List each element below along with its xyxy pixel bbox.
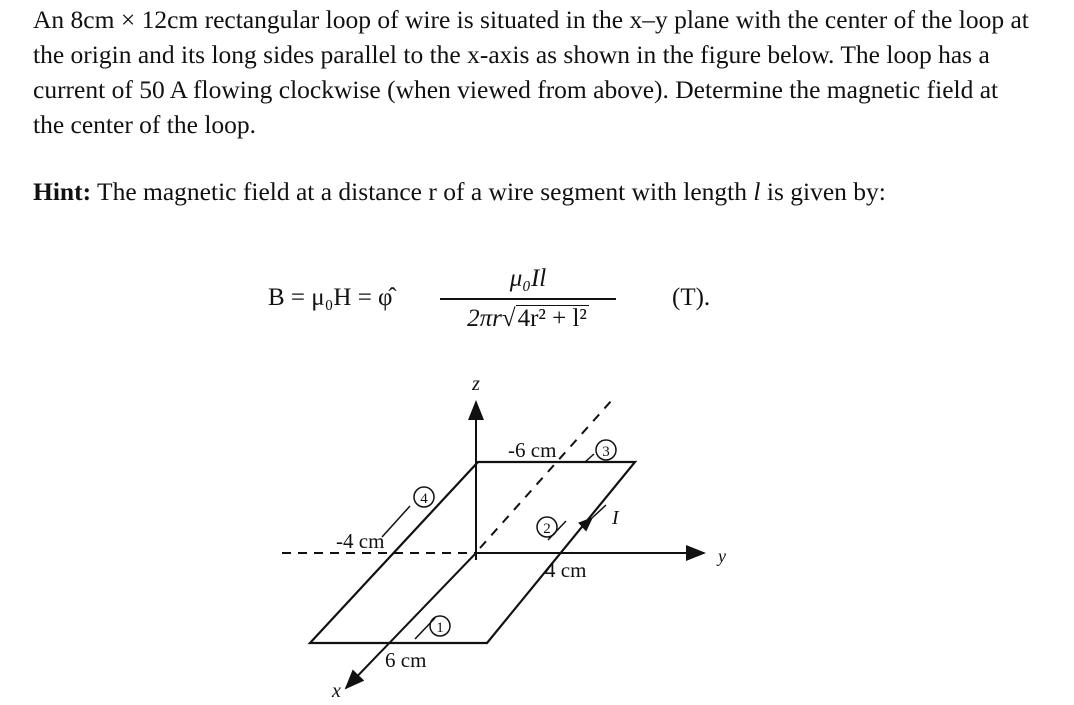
hint-text-before: The magnetic field at a distance r of a wire segment with length — [91, 177, 754, 206]
hint-label: Hint: — [33, 177, 92, 206]
equation-unit: (T). — [672, 284, 711, 311]
denominator-prefix: 2πr — [467, 304, 502, 332]
equation-numerator: μ₀Il — [509, 265, 547, 292]
segment-2-marker — [537, 517, 557, 537]
segment-3-number: 3 — [602, 444, 610, 460]
segment-1-marker — [430, 616, 450, 636]
segment-4-number: 4 — [420, 491, 428, 507]
equation-lhs: B = μ₀H = φ̂ — [268, 284, 393, 311]
segment-1-number: 1 — [436, 620, 444, 636]
hint-variable: l — [753, 177, 761, 206]
current-label: I — [612, 507, 619, 529]
magnetic-field-equation — [0, 262, 1074, 342]
problem-text: An 8cm × 12cm rectangular loop of wire is situated in the x–y plane with the center of the loop at the origin and its long sides parallel to the x-axis as shown in the figure below. The loop has a current of 50 A flowing clockwise (when viewed from above). Determine the magnetic field at the center of the loop. — [33, 5, 1029, 139]
fraction-bar — [440, 298, 616, 300]
segment-2-number: 2 — [543, 521, 551, 537]
segment-4-marker — [414, 487, 434, 507]
equation-fraction — [440, 262, 616, 338]
equation-denominator: 2πr√4r² + l² — [467, 304, 587, 332]
denominator-sqrt: 4r² + l² — [517, 304, 587, 332]
label-pos-4cm: 4 cm — [545, 558, 587, 582]
problem-statement — [33, 2, 1033, 142]
hint-paragraph — [33, 174, 1033, 209]
z-axis-label: z — [472, 373, 480, 395]
leader-3 — [585, 454, 594, 462]
leader-4 — [382, 506, 410, 537]
x-axis-label: x — [332, 680, 341, 700]
hint-text-after: is given by: — [760, 177, 886, 206]
y-axis-label: y — [718, 546, 726, 566]
segment-3-marker — [596, 440, 616, 460]
label-neg-6cm: -6 cm — [508, 438, 557, 462]
label-pos-6cm: 6 cm — [385, 648, 427, 672]
loop-diagram — [270, 360, 740, 700]
label-neg-4cm: -4 cm — [336, 529, 385, 553]
